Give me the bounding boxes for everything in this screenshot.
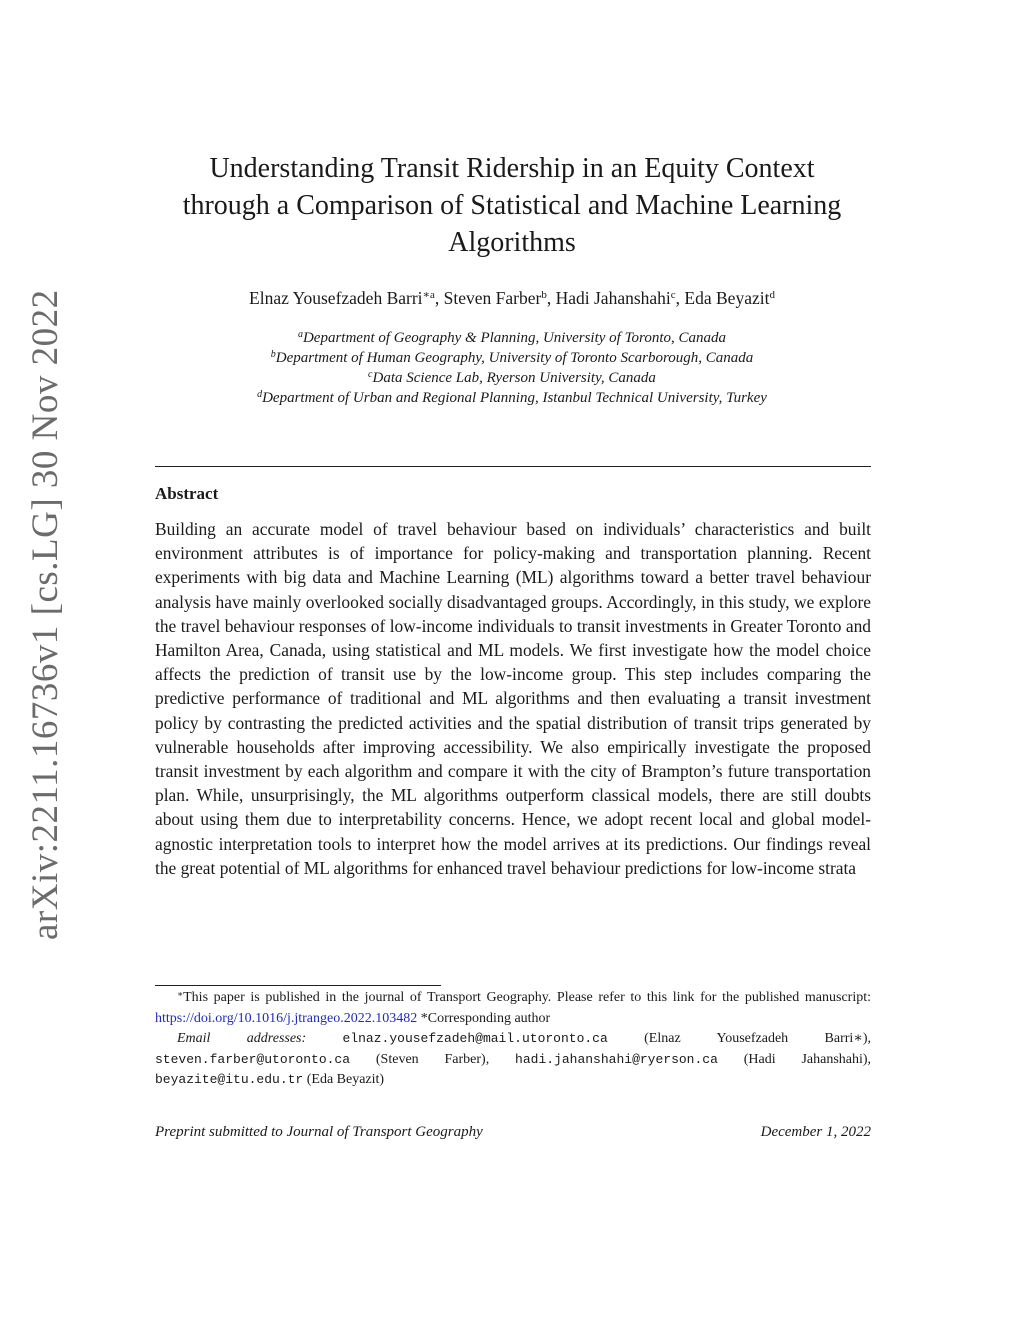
author-list [150, 286, 874, 310]
email-address: hadi.jahanshahi@ryerson.ca [515, 1051, 718, 1067]
title-line-3: Algorithms [448, 227, 576, 258]
affiliation-text: Data Science Lab, Ryerson University, Canada [372, 370, 656, 386]
email-address: steven.farber@utoronto.ca [155, 1051, 351, 1067]
author-affiliation-mark: ∗a [422, 289, 435, 301]
author-name: Hadi Jahanshahi [555, 288, 671, 308]
footnote-mark: ∗ [177, 989, 184, 999]
email-owner: (Eda Beyazit) [306, 1072, 385, 1087]
author-affiliation-mark: d [769, 289, 775, 301]
author-affiliation-mark: c [670, 289, 676, 301]
footnote-text: This paper is published in the journal of Transport Geography. Please refer to this link for the published manuscript: [183, 990, 871, 1005]
title-line-1: Understanding Transit Ridership in an Equity Context [209, 153, 815, 184]
title-line-2: through a Comparison of Statistical and Machine Learning [182, 190, 842, 221]
email-owner: (Steven Farber), [375, 1051, 490, 1067]
author-name: Steven Farber [443, 288, 542, 308]
affiliation-mark: a [297, 329, 303, 340]
author-separator: , [546, 288, 556, 308]
preprint-note: Preprint submitted to Journal of Transport Geography [155, 1124, 483, 1140]
doi-link[interactable]: https://doi.org/10.1016/j.jtrangeo.2022.103482 [155, 1010, 418, 1026]
author-name: Elnaz Yousefzadeh Barri [249, 288, 423, 308]
email-owner: (Hadi Jahanshahi), [743, 1051, 872, 1067]
corresponding-author-note: *Corresponding author [417, 1010, 551, 1026]
affiliation-mark: c [368, 369, 373, 380]
abstract-top-rule [155, 466, 871, 467]
affiliation [150, 388, 874, 408]
affiliation [150, 368, 874, 388]
affiliation-mark: b [270, 349, 276, 360]
author-name: Eda Beyazit [684, 288, 770, 308]
affiliation-mark: d [257, 389, 263, 400]
arxiv-identifier-stamp: arXiv:2211.16736v1 [cs.LG] 30 Nov 2022 [25, 289, 66, 940]
email-owner: (Elnaz Yousefzadeh Barri∗), [644, 1031, 871, 1046]
preprint-date: December 1, 2022 [760, 1124, 871, 1140]
email-footnote [155, 1029, 871, 1091]
abstract-text: Building an accurate model of travel behaviour based on individuals’ characteristics and built environment attributes is of importance for policy-making and transportation planning. Recent experiments with big data and Machine Learning (ML) algorithms toward a better travel behaviour analysis have mainly overlooked socially disadvantaged groups. Accordingly, in this study, we explore the travel behaviour responses of low-income individuals to transit investments in Greater Toronto and Hamilton Area, Canada, using statistical and ML models. We first investigate how the model choice affects the prediction of transit use by the low-income group. This step includes comparing the predictive performance of traditional and ML algorithms and then evaluating a transit investment policy by contrasting the predicted activities and the spatial distribution of transit trips generated by vulnerable households after improving accessibility. We also empirically investigate the proposed transit investment by each algorithm and compare it with the city of Brampton’s future transportation plan. While, unsurprisingly, the ML algorithms outperform classical models, there are still doubts about using them due to interpretability concerns. Hence, we adopt recent local and global model-agnostic interpretation tools to interpret how the model arrives at its predictions. Our findings reveal the great potential of ML algorithms for enhanced travel behaviour predictions for low-income strata [155, 519, 871, 878]
email-address: elnaz.yousefzadeh@mail.utoronto.ca [342, 1031, 608, 1046]
footnote-block [155, 988, 871, 1091]
affiliation [150, 348, 874, 368]
author-affiliation-mark: b [541, 289, 547, 301]
author-separator: , [434, 288, 444, 308]
publication-footnote [155, 988, 871, 1029]
affiliation-text: Department of Geography & Planning, University of Toronto, Canada [302, 330, 727, 346]
footnote-rule [155, 985, 441, 986]
affiliation-text: Department of Human Geography, University of Toronto Scarborough, Canada [275, 350, 754, 366]
abstract-heading: Abstract [155, 484, 219, 503]
affiliation-text: Department of Urban and Regional Planning, Istanbul Technical University, Turkey [262, 390, 767, 406]
affiliation-list [150, 328, 874, 408]
author-separator: , [675, 288, 685, 308]
affiliation [150, 328, 874, 348]
email-address: beyazite@itu.edu.tr [155, 1072, 304, 1087]
paper-title [150, 150, 874, 261]
email-label: Email addresses: [177, 1031, 307, 1046]
